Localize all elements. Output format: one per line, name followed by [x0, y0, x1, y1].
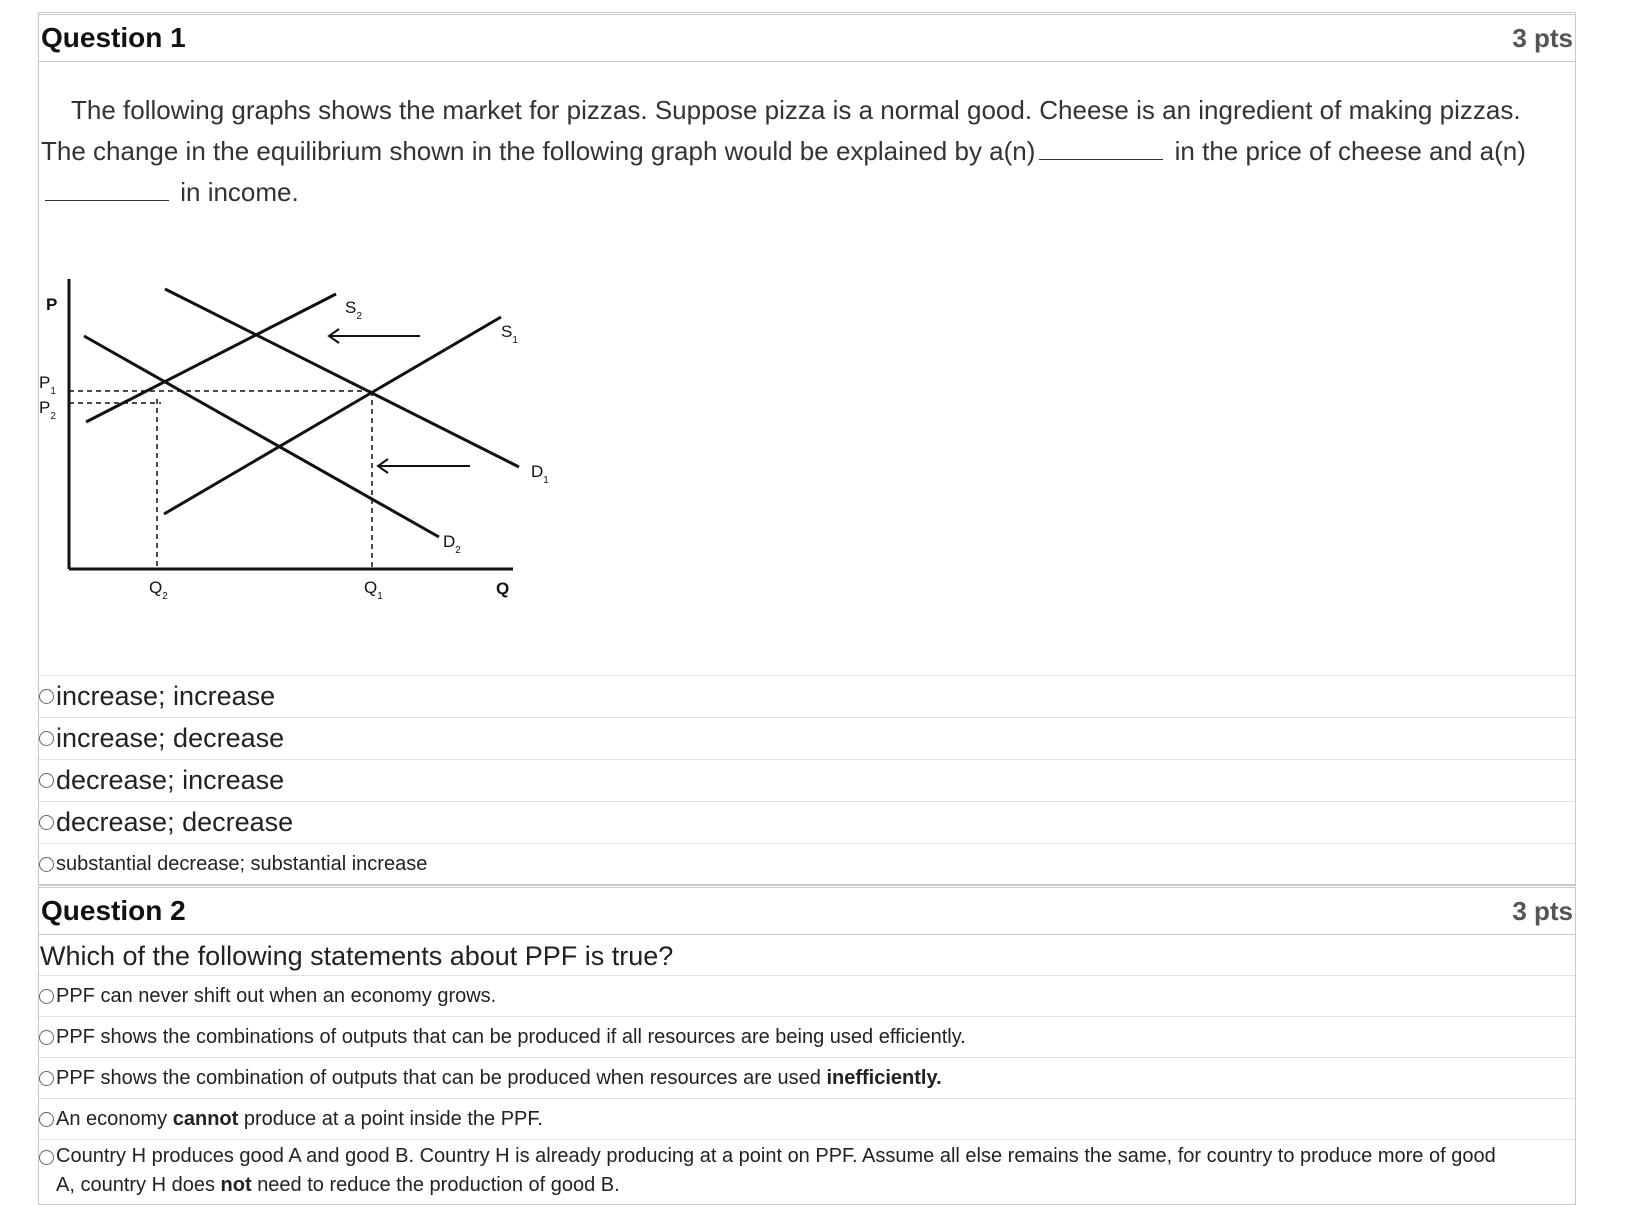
q2-answer-option[interactable]	[39, 1016, 1575, 1057]
question-2-title: Question 2	[41, 895, 186, 926]
answer-text: PPF shows the combination of outputs that can be produced when resources are used	[56, 1066, 821, 1089]
answer-bold-text: inefficiently.	[826, 1066, 942, 1089]
q2-answer-option[interactable]	[39, 1139, 1575, 1204]
radio-button[interactable]	[39, 815, 54, 830]
p2-label: $P_2$	[39, 398, 56, 422]
answer-label[interactable]	[56, 1108, 543, 1131]
q1-answer-option[interactable]	[39, 843, 1575, 884]
d1-label: $D_1$	[531, 462, 549, 486]
answer-text: A, country H does	[56, 1174, 215, 1196]
answer-text: Country H produces good A and good B. Country H is already producing at a point on PPF. Assume all else remains the same, for country to produce more of good	[56, 1145, 1496, 1167]
radio-button[interactable]	[39, 731, 54, 746]
answer-label[interactable]: increase; increase	[56, 681, 276, 711]
demand-shift-arrow	[378, 459, 470, 473]
q2-answer-option[interactable]	[39, 975, 1575, 1016]
question-2-points: 3 pts	[1512, 895, 1573, 926]
answer-label[interactable]	[56, 1067, 942, 1090]
answer-label[interactable]: increase; decrease	[56, 723, 285, 753]
question-2-header	[39, 888, 1575, 935]
s1-label: $S_1$	[501, 322, 518, 346]
radio-button[interactable]	[39, 1112, 54, 1127]
answer-label[interactable]: decrease; increase	[56, 765, 285, 795]
question-2	[38, 885, 1576, 1205]
demand-curve-d2	[84, 336, 439, 537]
p1-label: $P_1$	[39, 373, 56, 397]
quiz	[38, 12, 1576, 1205]
answer-label[interactable]	[56, 1142, 1496, 1200]
answer-text: An economy	[56, 1107, 168, 1130]
q1-answer-option[interactable]	[39, 717, 1575, 759]
supply-curve-s1	[164, 317, 501, 514]
question-1-text-part1: The following graphs shows the market for pizzas. Suppose pizza is a normal good. Cheese is an ingredient of making pizzas. The change in the equilibrium shown in the following graph would be explained by a(n)	[41, 95, 1521, 166]
question-1-text	[39, 62, 1575, 239]
supply-shift-arrow	[329, 329, 420, 343]
radio-button[interactable]	[39, 1030, 54, 1045]
q2-answer-option[interactable]	[39, 1057, 1575, 1098]
question-1	[38, 12, 1576, 885]
answer-bold-text: cannot	[172, 1107, 239, 1130]
question-1-text-part2: in the price of cheese and a(n)	[1174, 136, 1526, 166]
radio-button[interactable]	[39, 1071, 54, 1086]
q1-answer-option[interactable]	[39, 801, 1575, 843]
s2-label: $S_2$	[345, 298, 362, 322]
demand-curve-d1	[165, 289, 519, 467]
answer-text: produce at a point inside the PPF.	[243, 1107, 543, 1130]
question-2-prompt: Which of the following statements about PPF is true?	[40, 941, 674, 971]
answer-label[interactable]: PPF can never shift out when an economy grows.	[56, 984, 497, 1007]
answer-text: need to reduce the production of good B.	[257, 1174, 620, 1196]
answer-label[interactable]: PPF shows the combinations of outputs that can be produced if all resources are being used efficiently.	[56, 1025, 966, 1048]
answer-label[interactable]: decrease; decrease	[56, 807, 294, 837]
blank-1	[1039, 135, 1163, 160]
answer-bold-text: not	[220, 1174, 252, 1196]
question-1-text-part3: in income.	[180, 177, 299, 207]
y-axis-label: P	[46, 295, 58, 314]
supply-demand-graph	[39, 239, 1575, 675]
radio-button[interactable]	[39, 689, 54, 704]
radio-button[interactable]	[39, 857, 54, 872]
blank-2	[45, 176, 169, 201]
question-1-title: Question 1	[41, 22, 186, 53]
q2-answer-option[interactable]	[39, 1098, 1575, 1139]
radio-button[interactable]	[39, 1150, 54, 1165]
question-1-points: 3 pts	[1512, 22, 1573, 53]
x-axis-label: Q	[496, 579, 510, 598]
answer-label[interactable]: substantial decrease; substantial increase	[56, 852, 428, 875]
q2-label: $Q_2$	[149, 578, 168, 602]
question-1-header	[39, 15, 1575, 62]
q1-answer-option[interactable]	[39, 675, 1575, 717]
radio-button[interactable]	[39, 773, 54, 788]
q1-answer-option[interactable]	[39, 759, 1575, 801]
radio-button[interactable]	[39, 989, 54, 1004]
q1-label: $Q_1$	[364, 578, 383, 602]
d2-label: $D_2$	[443, 532, 461, 556]
